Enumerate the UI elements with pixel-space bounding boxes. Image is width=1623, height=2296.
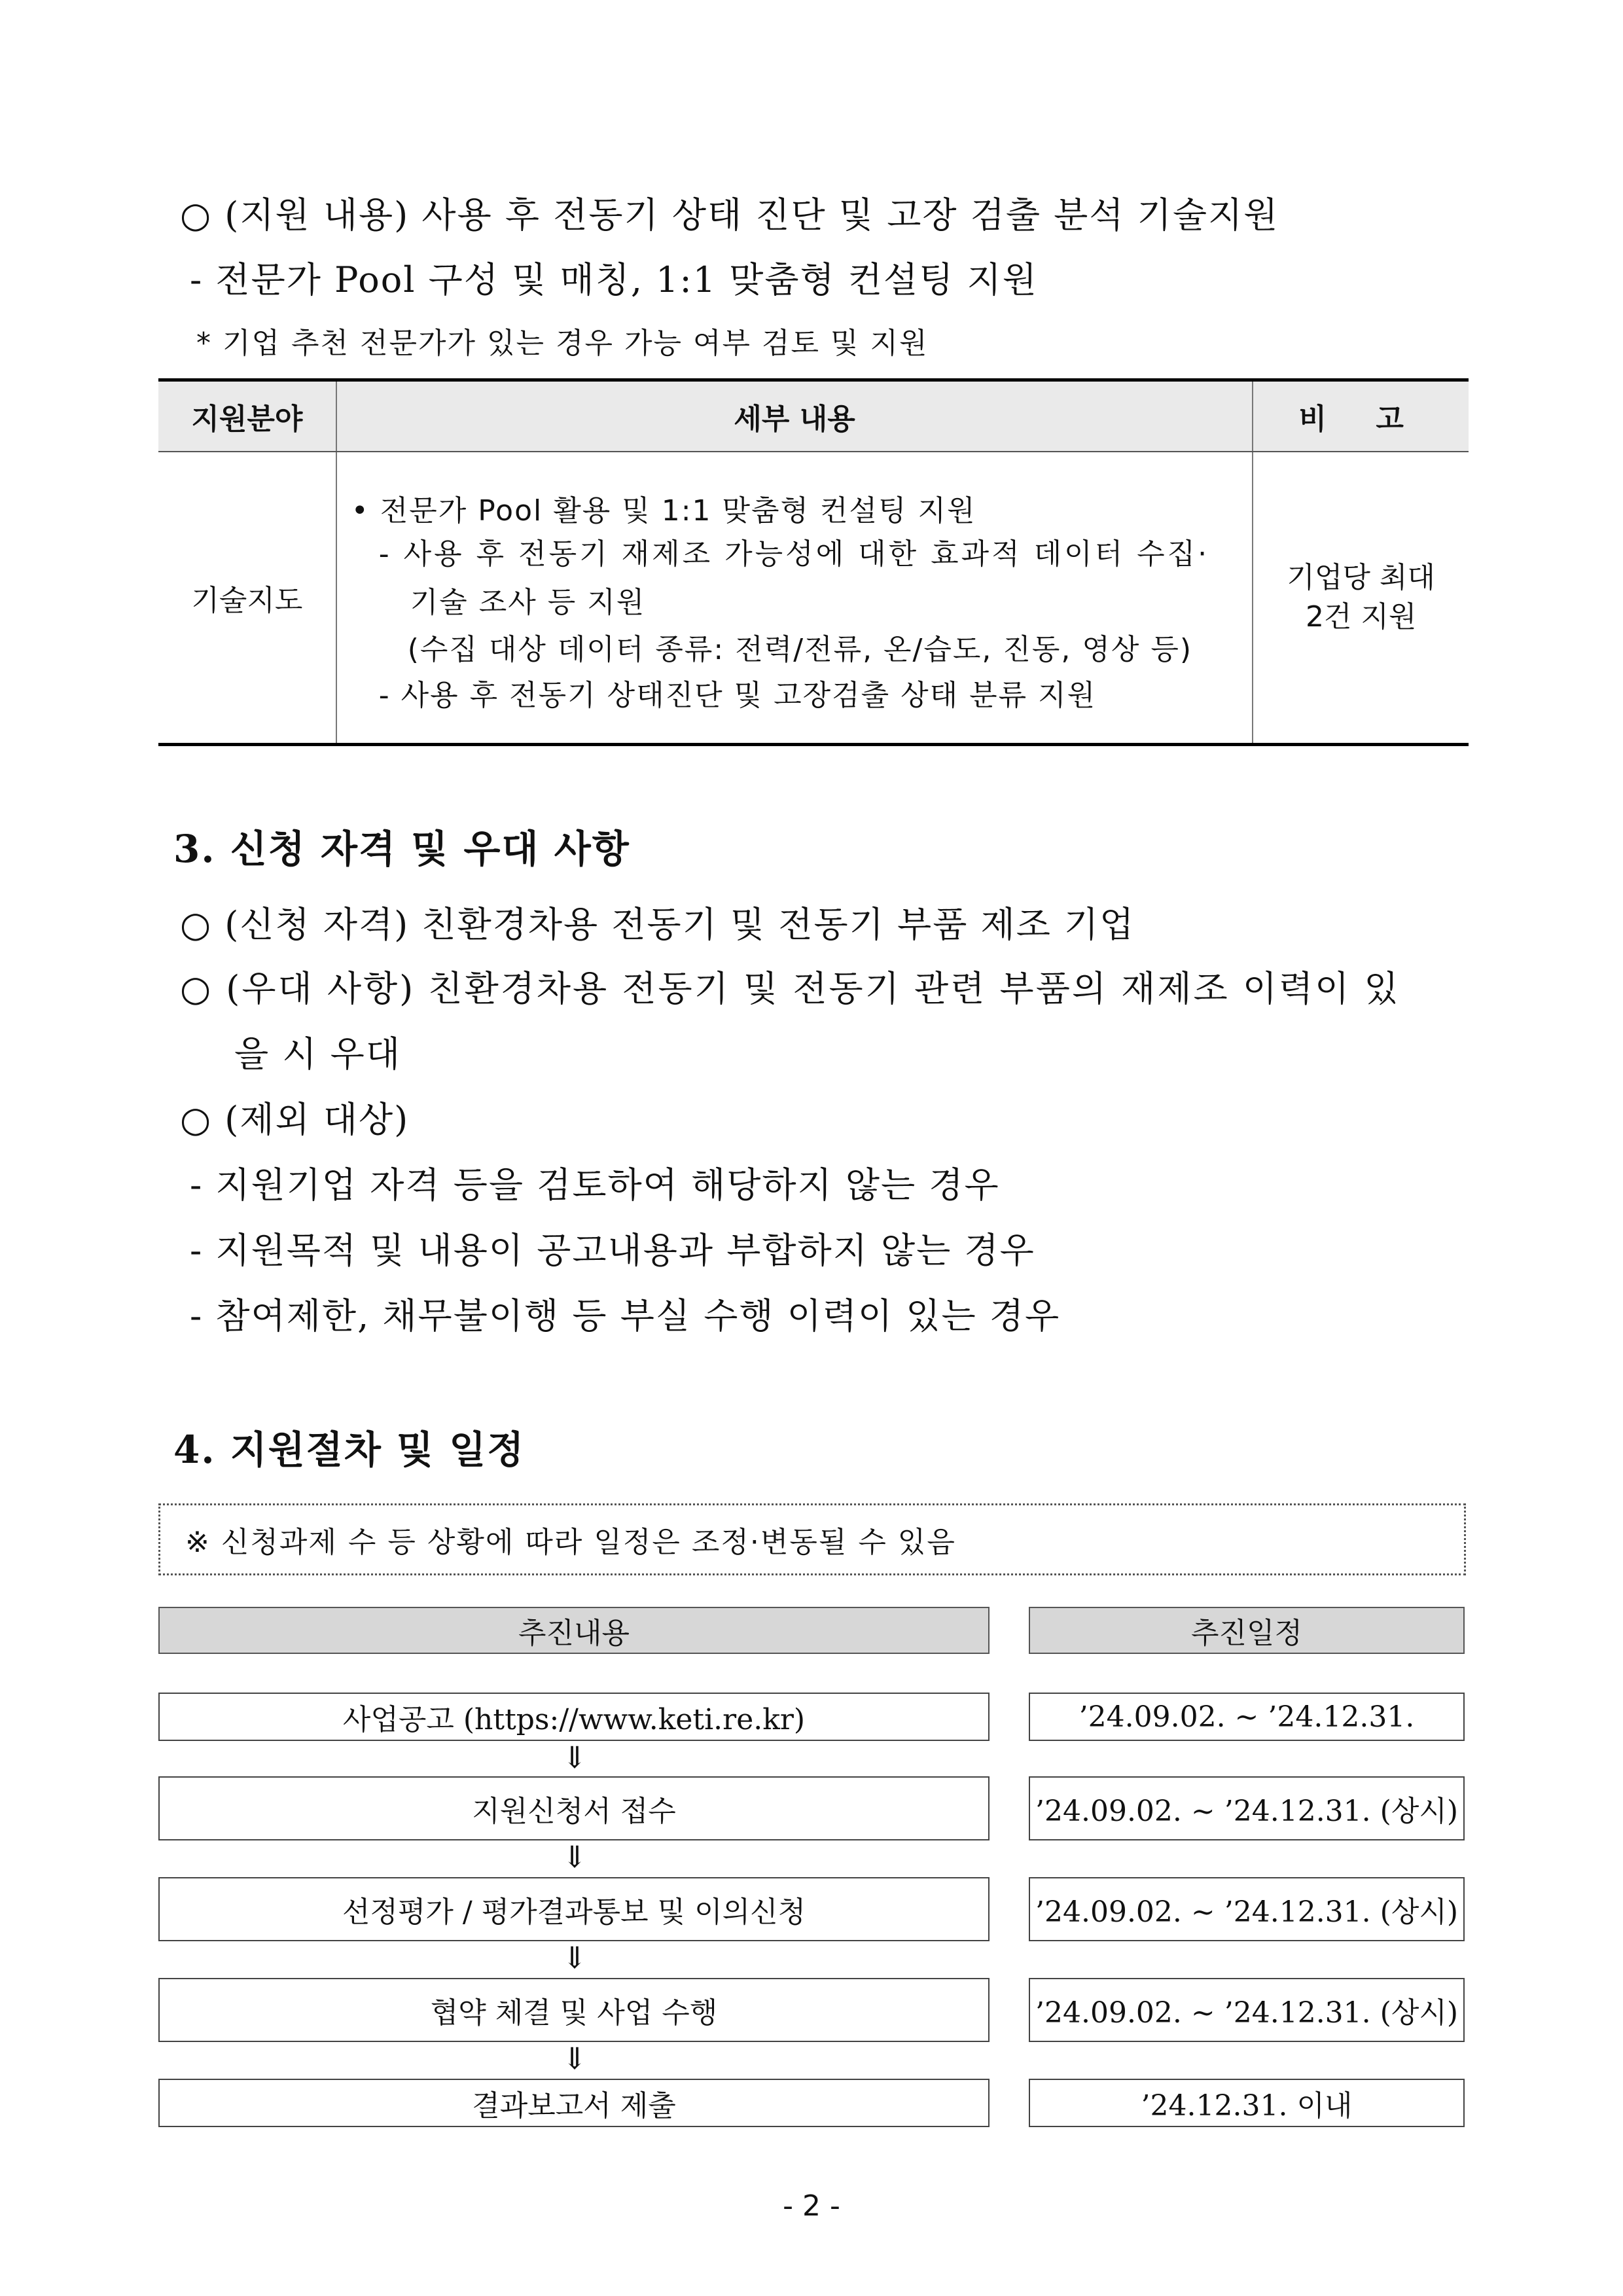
details-sub1c: (수집 대상 데이터 종류: 전력/전류, 온/습도, 진동, 영상 등) bbox=[407, 633, 1193, 666]
down-arrow-icon: ⇓ bbox=[562, 1740, 588, 1775]
section4-heading: 4. 지원절차 및 일정 bbox=[173, 1427, 526, 1472]
down-arrow-icon: ⇓ bbox=[562, 1940, 588, 1975]
section3-item: - 참여제한, 채무불이행 등 부실 수행 이력이 있는 경우 bbox=[190, 1295, 1061, 1336]
header-details: 세부 내용 bbox=[336, 380, 1253, 452]
header-remark: 비 고 bbox=[1253, 380, 1469, 452]
down-arrow-icon: ⇓ bbox=[562, 1839, 588, 1874]
step-schedule: ’24.12.31. 이내 bbox=[1029, 2079, 1465, 2127]
step-content: 협약 체결 및 사업 수행 bbox=[158, 1978, 990, 2042]
section3-item: ○ (우대 사항) 친환경차용 전동기 및 전동기 관련 부품의 재제조 이력이 있 bbox=[180, 968, 1400, 1009]
details-sub1b: 기술 조사 등 지원 bbox=[410, 586, 646, 619]
step-content: 선정평가 / 평가결과통보 및 이의신청 bbox=[158, 1877, 990, 1941]
header-schedule: 추진일정 bbox=[1029, 1607, 1465, 1654]
details-sub2: - 사용 후 전동기 상태진단 및 고장검출 상태 분류 지원 bbox=[378, 679, 1097, 712]
step-content: 결과보고서 제출 bbox=[158, 2079, 990, 2127]
details-cell bbox=[336, 452, 1253, 745]
section3-heading: 3. 신청 자격 및 우대 사항 bbox=[173, 827, 630, 871]
intro-support-content: ○ (지원 내용) 사용 후 전동기 상태 진단 및 고장 검출 분석 기술지원 bbox=[180, 194, 1279, 236]
page-number: - 2 - bbox=[783, 2189, 840, 2223]
details-bullet: • 전문가 Pool 활용 및 1:1 맞춤형 컨설팅 지원 bbox=[351, 494, 976, 528]
intro-expert-pool: - 전문가 Pool 구성 및 매칭, 1:1 맞춤형 컨설팅 지원 bbox=[190, 259, 1038, 300]
down-arrow-icon: ⇓ bbox=[562, 2041, 588, 2076]
section3-item: - 지원기업 자격 등을 검토하여 해당하지 않는 경우 bbox=[190, 1164, 1000, 1206]
step-content: 지원신청서 접수 bbox=[158, 1776, 990, 1840]
remark-line2: 2건 지원 bbox=[1305, 600, 1417, 634]
header-content: 추진내용 bbox=[158, 1607, 990, 1654]
section3-item: ○ (제외 대상) bbox=[180, 1099, 410, 1140]
details-sub1a: - 사용 후 전동기 재제조 가능성에 대한 효과적 데이터 수집· bbox=[378, 537, 1210, 571]
step-schedule: ’24.09.02. ~ ’24.12.31. (상시) bbox=[1029, 1877, 1465, 1941]
remark-cell bbox=[1253, 452, 1469, 745]
step-schedule: ’24.09.02. ~ ’24.12.31. (상시) bbox=[1029, 1776, 1465, 1840]
section3-item: - 지원목적 및 내용이 공고내용과 부합하지 않는 경우 bbox=[190, 1230, 1035, 1271]
support-table bbox=[158, 378, 1469, 746]
step-schedule: ’24.09.02. ~ ’24.12.31. (상시) bbox=[1029, 1978, 1465, 2042]
remark-line1: 기업당 최대 bbox=[1287, 561, 1435, 594]
intro-note: * 기업 추천 전문가가 있는 경우 가능 여부 검토 및 지원 bbox=[196, 327, 929, 360]
step-content: 사업공고 (https://www.keti.re.kr) bbox=[158, 1693, 990, 1741]
schedule-notice: ※ 신청과제 수 등 상황에 따라 일정은 조정·변동될 수 있음 bbox=[158, 1503, 1466, 1575]
section3-item: 을 시 우대 bbox=[234, 1033, 401, 1075]
header-field: 지원분야 bbox=[158, 380, 336, 452]
field-cell: 기술지도 bbox=[158, 452, 336, 745]
section3-item: ○ (신청 자격) 친환경차용 전동기 및 전동기 부품 제조 기업 bbox=[180, 904, 1135, 945]
step-schedule: ’24.09.02. ~ ’24.12.31. bbox=[1029, 1693, 1465, 1741]
